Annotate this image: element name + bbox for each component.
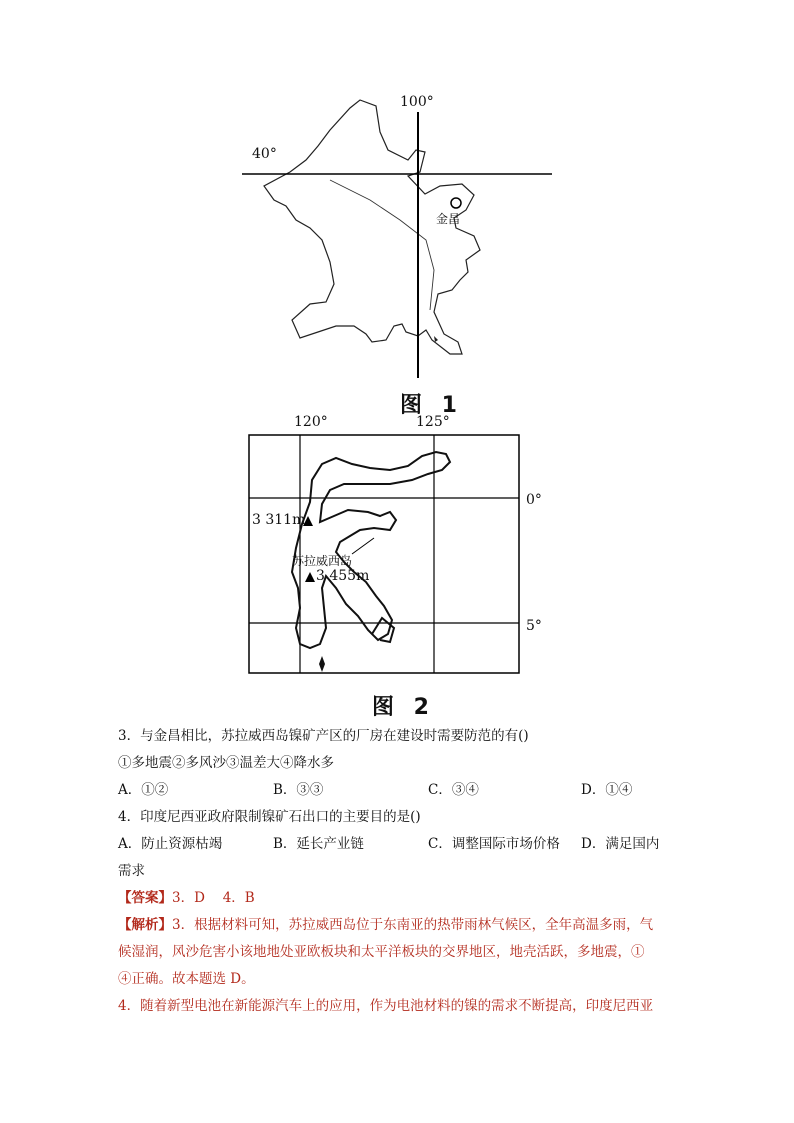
peak-2-label: 3 455m bbox=[316, 568, 370, 584]
q3-items: ①多地震②多风沙③温差大④降水多 bbox=[118, 755, 334, 771]
q4-option-b: B．延长产业链 bbox=[273, 836, 364, 852]
analysis-line-3: ④正确。故本题选 D。 bbox=[118, 971, 255, 987]
analysis-tag: 【解析】 bbox=[118, 917, 172, 933]
q3-option-a: A．①② bbox=[118, 782, 169, 798]
q3-option-d: D．①④ bbox=[581, 782, 633, 798]
island-pointer bbox=[352, 538, 374, 554]
q3-option-c: C．③④ bbox=[428, 782, 479, 798]
island-outline bbox=[292, 452, 450, 648]
q4-stem: 4．印度尼西亚政府限制镍矿石出口的主要目的是() bbox=[118, 809, 421, 825]
jinchang-label: 金昌 bbox=[436, 212, 461, 226]
analysis-line-2: 候湿润，风沙危害小该地地处亚欧板块和太平洋板块的交界地区，地壳活跃，多地震，① bbox=[118, 944, 645, 960]
lon-120-label: 120° bbox=[294, 414, 328, 430]
peak-2-marker bbox=[305, 572, 315, 582]
lon-125-label: 125° bbox=[416, 414, 450, 430]
answer-line bbox=[118, 889, 255, 908]
q4-option-d: D．满足国内 bbox=[581, 836, 660, 852]
lat-5-label: 5° bbox=[526, 618, 542, 634]
q4-option-d-wrap: 需求 bbox=[118, 863, 145, 879]
lat-0-label: 0° bbox=[526, 492, 542, 508]
figure-2-svg bbox=[240, 412, 540, 682]
province-outline bbox=[264, 100, 480, 354]
q3-option-b: B．③③ bbox=[273, 782, 324, 798]
figure-1-caption: 图 1 bbox=[400, 393, 463, 418]
answer-tag: 【答案】 bbox=[118, 890, 172, 906]
peak-1-label: 3 311m bbox=[252, 512, 306, 528]
figure-2-caption: 图 2 bbox=[372, 695, 435, 720]
q4-option-a: A．防止资源枯竭 bbox=[118, 836, 223, 852]
figure-2-map bbox=[240, 412, 540, 682]
analysis-line-1 bbox=[118, 916, 653, 935]
lat-40-label: 40° bbox=[252, 146, 277, 162]
island-label: 苏拉威西岛 bbox=[292, 554, 353, 568]
answer-text: 3．D 4．B bbox=[172, 890, 255, 906]
figure-1-svg bbox=[230, 90, 570, 385]
lon-100-label: 100° bbox=[400, 94, 434, 110]
figure-1-map bbox=[230, 90, 570, 385]
analysis-text-1: 3．根据材料可知，苏拉威西岛位于东南亚的热带雨林气候区，全年高温多雨，气 bbox=[172, 917, 654, 933]
jinchang-marker bbox=[451, 198, 461, 208]
small-island bbox=[319, 656, 325, 672]
q4-option-c: C．调整国际市场价格 bbox=[428, 836, 560, 852]
small-mark bbox=[434, 336, 438, 342]
analysis-line-4: 4．随着新型电池在新能源汽车上的应用，作为电池材料的镍的需求不断提高，印度尼西亚 bbox=[118, 998, 654, 1014]
q3-stem: 3．与金昌相比，苏拉威西岛镍矿产区的厂房在建设时需要防范的有() bbox=[118, 728, 529, 744]
